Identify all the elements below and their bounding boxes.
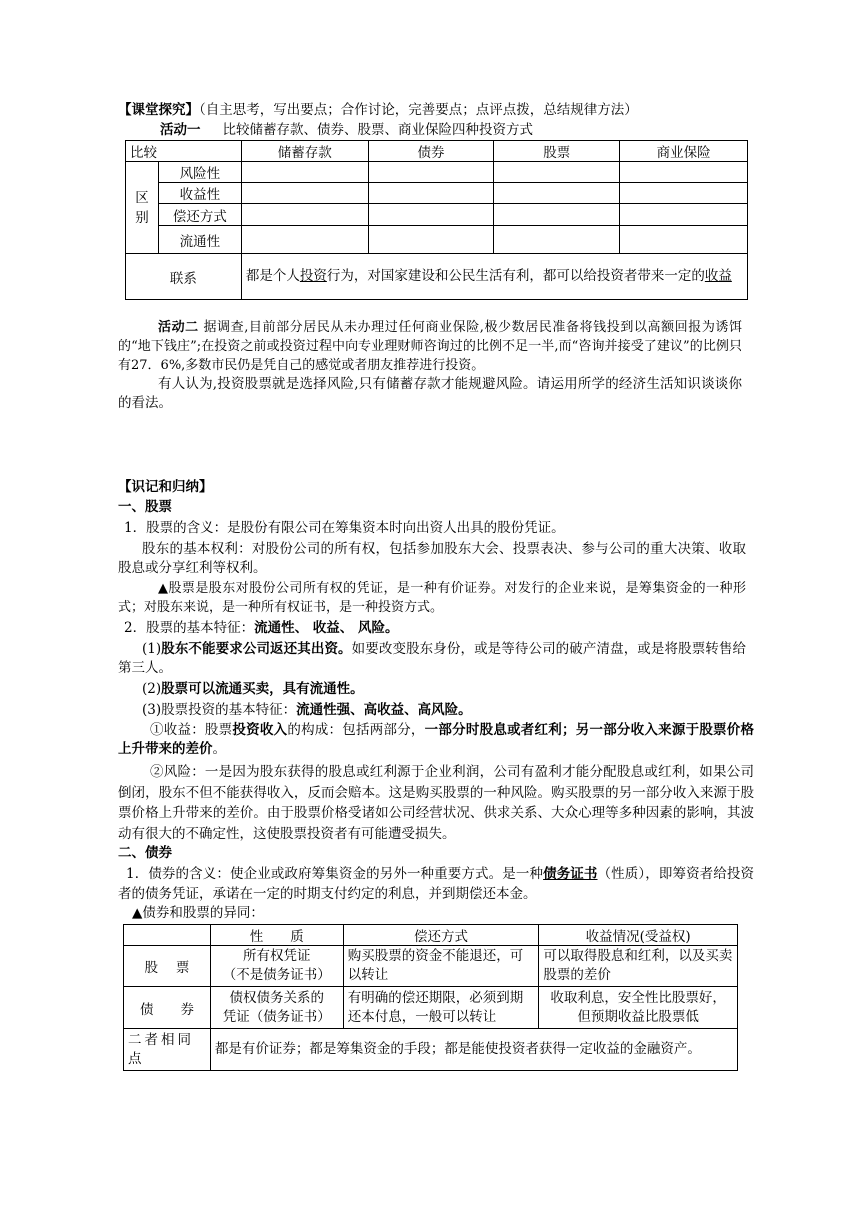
table-cell [241,226,368,254]
feature-3 [142,701,472,720]
feature-3-label: (3)股票投资的基本特征： [142,702,297,718]
col-header: 性 质 [210,925,343,946]
row-label: 流通性 [158,226,241,254]
row-label: 债 券 [124,987,211,1029]
feature-1-num: (1) [142,641,162,657]
classroom-heading-line [118,101,638,120]
bond-income: 但预期收益比股票低 [577,1008,699,1025]
col-header: 债券 [368,141,494,162]
bond-stock-table [123,924,738,1071]
col-header: 储蓄存款 [241,141,368,162]
col-header: 股票 [494,141,620,162]
activity2-text: 据调查,目前部分居民从未办理过任何商业保险,极少数居民准备将钱投到以高额回报为诱饵的“地下钱庄”;在投资之前或投资过程中向专业理财师咨询过的比例不足一半,而“咨询并接受了建议”的比例只有27．6%,多数市民仍是凭自己的感觉或者朋友推荐进行投资。 [118,320,742,373]
feature-2-num: (2) [142,681,162,697]
classroom-heading: 【课堂探究】 [118,102,199,118]
bond-def-part: （性质），即筹资者给投资者的债务凭证，承诺在一定的时期支付约定的利息，并到期偿还本金。 [118,866,755,902]
stock-note: ▲股票是股东对股份公司所有权的凭证，是一种有价证券。对发行的企业来说，是筹集资金的一种形式；对股东来说，是一种所有权证书，是一种投资方式。 [118,581,746,615]
row-label: 偿还方式 [158,204,241,226]
table-cell [368,204,494,226]
bond-nature: 债权债务关系的 [229,989,325,1006]
summary-heading: 【识记和归纳】 [118,479,213,495]
bond-nature: 凭证（债务证书） [222,1008,331,1025]
table-cell [241,162,368,183]
stock-nature: （不是债务证书） [222,967,331,983]
feature-3-bold: 流通性强、高收益、高风险。 [296,702,472,718]
table-cell [241,204,368,226]
bond-definition [118,864,754,904]
income-bold: 一部分时股息或者红利；另一部分收入来源于股票价格上升带来的差价 [118,722,755,757]
income-part: ①收益：股票 [150,722,233,738]
table-cell [494,204,620,226]
link-text [241,254,747,300]
row-label: 股 票 [124,946,211,987]
section2-title: 二、债券 [118,845,172,861]
section1-title: 一、股票 [118,499,172,515]
activity1-text: 比较储蓄存款、债券、股票、商业保险四种投资方式 [222,122,533,138]
classroom-heading-note: （自主思考，写出要点；合作讨论，完善要点；点评点拨，总结规律方法） [199,102,638,118]
feature-1 [118,640,746,678]
income-part: 。 [212,741,226,757]
stock-nature: 所有权凭证 [243,948,311,964]
link-text-part: 行为，对国家建设和公民生活有利，都可以给投资者带来一定的 [326,268,705,284]
stock-definition: 1．股票的含义：是股份有限公司在筹集资本时向出资人出具的股份凭证。 [124,520,565,536]
col-header: 收益情况(受益权) [539,925,738,946]
stock-features-label: 2．股票的基本特征： [124,620,255,636]
activity2-paragraph [118,318,742,375]
col-header: 商业保险 [620,141,748,162]
table-cell [494,183,620,204]
feature-2 [142,680,364,699]
bond-def-part: 1．债券的含义：使企业或政府筹集资金的另外一种重要方式。是一种 [126,866,544,882]
bond-repay: 有明确的偿还期限，必须到期还本付息，一般可以转让 [343,987,539,1029]
row-label: 风险性 [158,162,241,183]
stock-nature-cell [210,946,343,987]
col-header: 偿还方式 [343,925,539,946]
link-text-part: 都是个人 [245,268,300,284]
table-cell [494,162,620,183]
table-cell [620,162,748,183]
shareholder-rights: 股东的基本权利：对股份公司的所有权，包括参加股东大会、投票表决、参与公司的重大决策、收取股息或分享红利等权利。 [118,541,746,576]
link-text-underlined: 收益 [704,268,732,284]
table-cell [241,183,368,204]
same-text: 都是有价证券；都是筹集资金的手段；都是能使投资者获得一定收益的金融资产。 [210,1029,737,1071]
link-text-underlined: 投资 [299,268,327,284]
risk-paragraph: ②风险：一是因为股东获得的股息或红利源于企业利润，公司有盈利才能分配股息或红利，如果公司倒闭，股东不但不能获得收入，反而会赔本。这是购买股票的一种风险。购买股票的另一部分收入来源于股票价格上升带来的差价。由于股票价格受诸如公司经营状况、供求关系、大众心理等多种因素的影响，其波动有很大的不确定性，这使股票投资者有可能遭受损失。 [118,764,754,842]
stock-features-line [124,619,399,638]
bond-income: 收取利息，安全性比股票好， [550,989,726,1006]
row-label: 二者相同点 [124,1029,211,1071]
income-paragraph [118,721,754,759]
comparison-table [125,140,748,300]
group-label: 区 别 [126,162,159,254]
stock-repay: 购买股票的资金不能退还，可以转让 [343,946,539,987]
feature-2-bold: 股票可以流通买卖，具有流通性。 [161,681,364,697]
table-cell [620,226,748,254]
bond-nature-cell [210,987,343,1029]
stock-income: 可以取得股息和红利，以及买卖股票的差价 [539,946,738,987]
activity1-line [160,121,533,140]
table-cell [368,183,494,204]
feature-1-bold: 股东不能要求公司返还其出资。 [161,641,352,657]
activity1-label: 活动一 [160,122,201,138]
table-cell [368,162,494,183]
stock-features: 流通性、 收益、 风险。 [254,620,399,636]
table-cell [620,204,748,226]
income-bold: 投资收入 [232,722,288,738]
link-label: 联系 [126,254,242,300]
table-cell [124,925,211,946]
income-part: 的构成：包括两部分， [287,722,425,738]
bond-income-cell [539,987,738,1029]
activity2-label: 活动二 [158,320,199,335]
table-cell [620,183,748,204]
table-cell [494,226,620,254]
bond-stock-compare-title: ▲债券和股票的异同： [132,905,264,921]
row-label: 收益性 [158,183,241,204]
bond-def-bold: 债务证书 [543,866,598,882]
table-corner: 比较 [126,141,242,162]
table-cell [368,226,494,254]
feature-1-text: 如要改变股东身份，或是等待公司的破产清盘，或是将股票转售给第三人。 [118,641,747,676]
activity2-question: 有人认为,投资股票就是选择风险,只有储蓄存款才能规避风险。请运用所学的经济生活知识谈谈你的看法。 [118,376,742,411]
